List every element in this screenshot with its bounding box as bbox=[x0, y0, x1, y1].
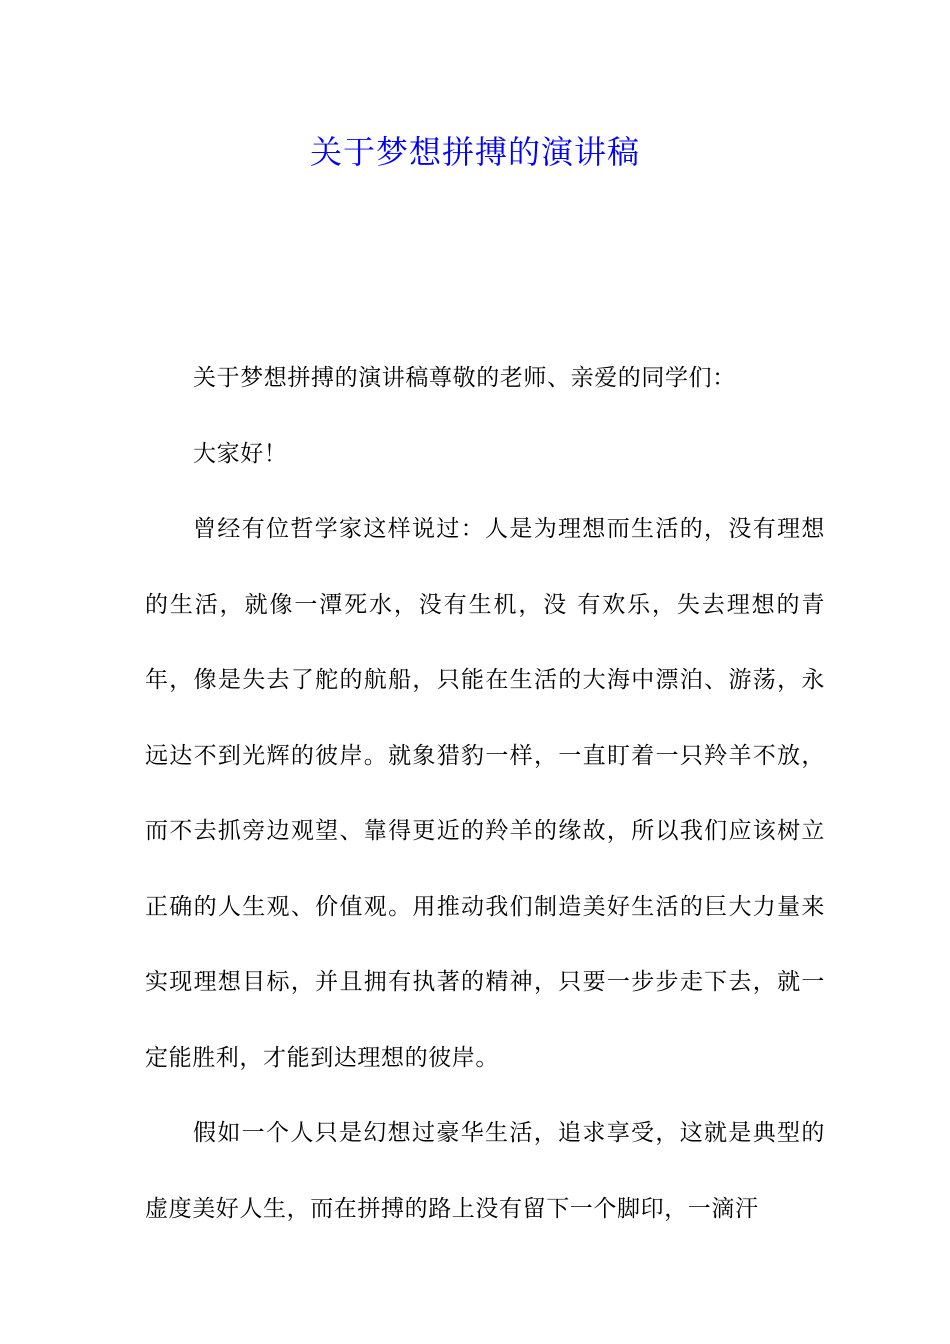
paragraph-ideals: 曾经有位哲学家这样说过：人是为理想而生活的，没有理想的生活，就像一潭死水，没有生机，没 有欢乐，失去理想的青年，像是失去了舵的航船，只能在生活的大海中漂泊、游荡，永远达不到光辉的彼岸。就象猎豹一样，一直盯着一只羚羊不放，而不去抓旁边观望、靠得更近的羚羊的缘故，所以我们应该树立正确的人生观、价值观。用推动我们制造美好生活的巨大力量来实现理想目标，并且拥有执著的精神，只要一步步走下去，就一定能胜利，才能到达理想的彼岸。 bbox=[145, 516, 825, 1071]
paragraph-greeting: 大家好！ bbox=[193, 440, 288, 467]
document-body bbox=[145, 341, 825, 1247]
document-title: 关于梦想拼搏的演讲稿 bbox=[309, 133, 640, 171]
paragraph-salutation: 关于梦想拼搏的演讲稿尊敬的老师、亲爱的同学们： bbox=[193, 365, 736, 391]
paragraph-fantasy: 假如一个人只是幻想过豪华生活，追求享受，这就是典型的虚度美好人生，而在拼搏的路上没有留下一个脚印，一滴汗 bbox=[145, 1120, 825, 1222]
